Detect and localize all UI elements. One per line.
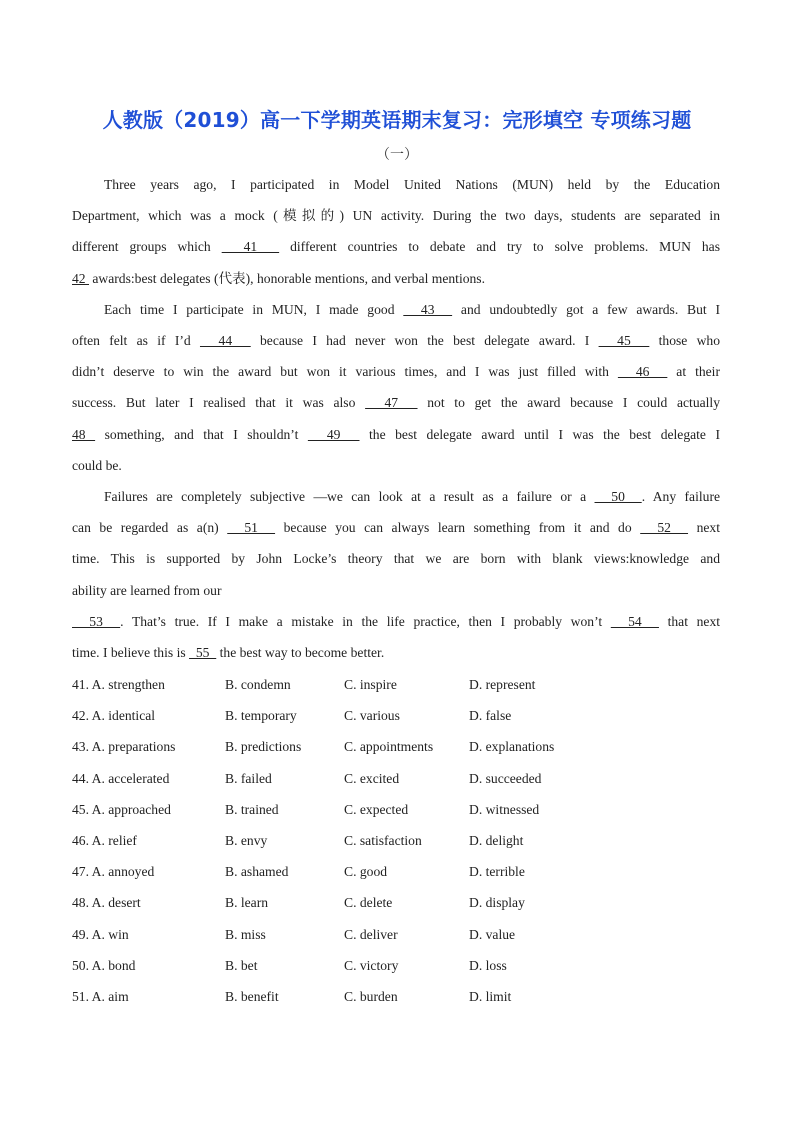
option-choice: B. trained <box>225 801 279 817</box>
option-choice: C. burden <box>344 989 398 1004</box>
passage-text: time. I believe this is <box>72 645 190 660</box>
answer-blank: 53 <box>72 613 121 629</box>
option-choice: B. bet <box>225 957 258 973</box>
answer-blank: 50 <box>594 489 642 504</box>
passage-line <box>72 425 720 445</box>
option-choice: D. explanations <box>469 739 555 755</box>
option-choice: 48. A. desert <box>72 895 141 911</box>
option-choice: D. succeeded <box>469 770 542 786</box>
answer-blank: 41 <box>221 239 280 255</box>
passage-text: different groups which <box>72 239 222 255</box>
answer-blank: 47 <box>365 395 418 411</box>
option-choice: D. display <box>469 895 525 911</box>
passage-text: can be regarded as a(n) <box>72 520 228 536</box>
passage-text: Failures are completely subjective —we can look at a result as a failure or a <box>104 489 595 504</box>
option-choice: B. condemn <box>225 677 291 692</box>
question-options-row <box>72 675 720 695</box>
passage-text: didn’t deserve to win the award but won it various times, and I was just filled with <box>72 364 618 380</box>
option-choice: 50. A. bond <box>72 957 136 973</box>
answer-blank: 43 <box>403 301 453 317</box>
answer-blank: 51 <box>227 520 276 536</box>
option-choice: D. loss <box>469 957 507 973</box>
option-choice: 47. A. annoyed <box>72 864 155 880</box>
passage-text: Three years ago, I participated in Model United Nations (MUN) held by the Education <box>104 177 720 192</box>
passage-text: and undoubtedly got a few awards. But I <box>452 301 720 317</box>
question-options-row <box>72 987 720 1007</box>
option-choice: B. ashamed <box>225 864 289 880</box>
passage-text: at their <box>667 364 720 380</box>
option-choice: B. temporary <box>225 708 297 724</box>
passage-text: often felt as if I’d <box>72 333 200 348</box>
option-choice: D. delight <box>469 833 524 848</box>
answer-blank: 52 <box>640 520 689 536</box>
option-choice: B. learn <box>225 895 269 911</box>
option-choice: B. envy <box>225 833 268 848</box>
option-choice: 51. A. aim <box>72 989 129 1004</box>
option-choice: B. benefit <box>225 989 279 1004</box>
page-title: 人教版（2019）高一下学期英语期末复习：完形填空 专项练习题 <box>102 108 692 132</box>
passage-text: could be. <box>72 457 122 473</box>
option-choice: D. limit <box>469 989 512 1004</box>
passage-text: not to get the award because I could actually <box>417 395 721 411</box>
option-choice: C. good <box>344 864 388 880</box>
answer-blank: 48 <box>72 426 96 442</box>
passage-text: awards:best delegates (代表), honorable mentions, and verbal mentions. <box>89 270 485 286</box>
option-choice: D. represent <box>469 677 536 692</box>
option-choice: B. predictions <box>225 739 302 755</box>
passage-text: the best delegate award until I was the best delegate I <box>359 426 721 442</box>
option-choice: 43. A. preparations <box>72 739 176 755</box>
passage-line <box>72 581 720 601</box>
question-options-row <box>72 831 720 851</box>
passage-text: different countries to debate and try to solve problems. MUN has <box>279 239 720 255</box>
passage-text: Each time I participate in MUN, I made good <box>104 301 404 317</box>
answer-blank: 54 <box>610 613 659 629</box>
option-choice: 42. A. identical <box>72 708 156 724</box>
question-options-row <box>72 706 720 726</box>
passage-text: . Any failure <box>641 489 721 504</box>
passage-line <box>72 487 720 507</box>
passage-text: ability are learned from our <box>72 582 222 598</box>
passage-line <box>72 269 720 289</box>
passage-text: because I had never won the best delegate award. I <box>250 333 599 348</box>
option-choice: D. terrible <box>469 864 525 880</box>
question-options-row <box>72 800 720 820</box>
passage-line <box>72 331 720 351</box>
option-choice: C. appointments <box>344 739 434 755</box>
passage-text: success. But later I realised that it was also <box>72 395 366 411</box>
passage-line <box>72 549 720 569</box>
passage-line <box>72 362 720 382</box>
passage-line <box>72 175 720 195</box>
passage-text: time. This is supported by John Locke’s theory that we are born with blank views:knowledge and <box>72 551 720 567</box>
option-choice: 41. A. strengthen <box>72 677 165 692</box>
passage-text: Department, which was a mock (模拟的) UN activity. During the two days, students are separated in <box>72 208 720 224</box>
question-options-row <box>72 956 720 976</box>
answer-blank: 46 <box>617 364 668 380</box>
option-choice: C. various <box>344 708 400 724</box>
passage-line <box>72 300 720 320</box>
option-choice: D. value <box>469 926 516 942</box>
answer-blank: 49 <box>307 426 360 442</box>
passage-line <box>72 612 720 632</box>
section-number: （一） <box>376 148 418 163</box>
option-choice: B. miss <box>225 926 266 942</box>
question-options-row <box>72 893 720 913</box>
option-choice: C. satisfaction <box>344 833 422 848</box>
option-choice: C. deliver <box>344 926 398 942</box>
passage-text: next <box>688 520 720 536</box>
passage-text: that next <box>658 613 721 629</box>
option-choice: 44. A. accelerated <box>72 770 170 786</box>
passage-text: the best way to become better. <box>216 645 385 660</box>
passage-line <box>72 206 720 226</box>
option-choice: C. victory <box>344 957 399 973</box>
question-options-row <box>72 737 720 757</box>
option-choice: C. expected <box>344 801 409 817</box>
answer-blank: 42 <box>72 270 89 286</box>
option-choice: D. false <box>469 708 512 724</box>
question-options-row <box>72 862 720 882</box>
answer-blank: 44 <box>199 333 251 348</box>
option-choice: C. excited <box>344 770 400 786</box>
passage-line <box>72 237 720 257</box>
option-choice: B. failed <box>225 770 272 786</box>
passage-text: something, and that I shouldn’t <box>95 426 308 442</box>
option-choice: 45. A. approached <box>72 801 171 817</box>
question-options-row <box>72 925 720 945</box>
answer-blank: 55 <box>189 645 217 660</box>
option-choice: 46. A. relief <box>72 833 137 848</box>
passage-text: . That’s true. If I make a mistake in the life practice, then I probably won’t <box>120 613 611 629</box>
answer-blank: 45 <box>598 333 650 348</box>
option-choice: D. witnessed <box>469 801 540 817</box>
option-choice: 49. A. win <box>72 926 129 942</box>
passage-line <box>72 456 720 476</box>
question-options-row <box>72 769 720 789</box>
passage-text: those who <box>649 333 721 348</box>
option-choice: C. delete <box>344 895 393 911</box>
option-choice: C. inspire <box>344 677 397 692</box>
passage-line <box>72 393 720 413</box>
passage-text: because you can always learn something from it and do <box>275 520 641 536</box>
passage-line <box>72 518 720 538</box>
passage-line <box>72 643 720 663</box>
